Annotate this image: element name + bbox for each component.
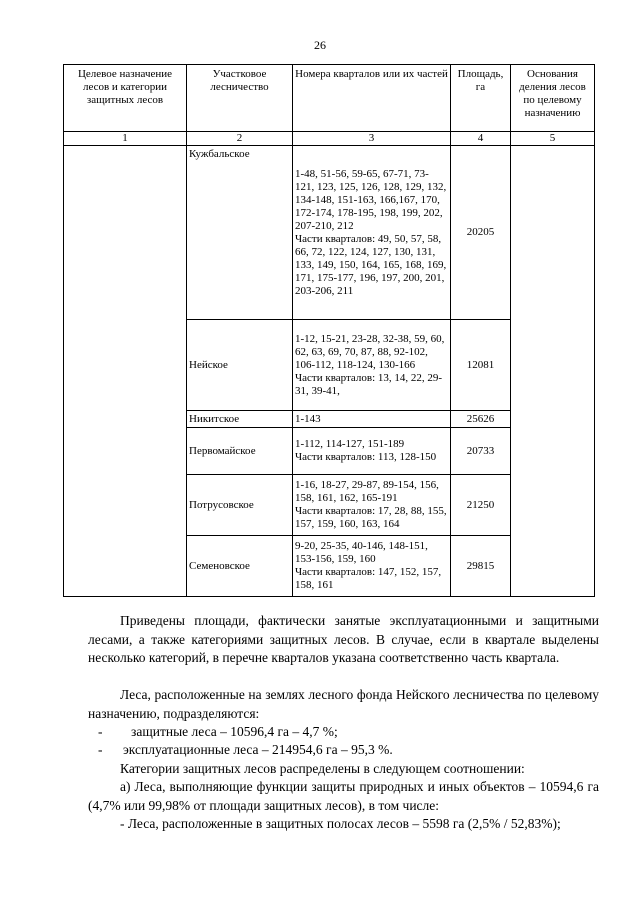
bullet-exploitation: эксплуатационные леса – 214954,6 га – 95,3 %. bbox=[123, 742, 393, 757]
paragraph-protective-strips: - Леса, расположенные в защитных полосах лесов – 5598 га (2,5% / 52,83%); bbox=[120, 816, 561, 831]
col-number: 2 bbox=[187, 132, 293, 146]
quarters-cell: 1-48, 51-56, 59-65, 67-71, 73-121, 123, 125, 126, 128, 129, 132, 134-148, 151-163, 166,167, 170, 172-174, 178-195, 198, 199, 202, 207-210, 212 Части кварталов: 49, 50, 57, 58, 66, 72, 122, 124, 127, 130, 131, 133, 149, 150, 164, 165, 168, 169, 171, 175-177, 196, 197, 200, 201, 203-206, 211 bbox=[293, 146, 451, 320]
district-name: Никитское bbox=[187, 411, 293, 428]
paragraph-categories: Категории защитных лесов распределены в следующем соотношении: bbox=[120, 761, 525, 776]
col-number: 4 bbox=[451, 132, 511, 146]
quarters-cell: 1-12, 15-21, 23-28, 32-38, 59, 60, 62, 63, 69, 70, 87, 88, 92-102, 106-112, 118-124, 130-166 Части кварталов: 13, 14, 22, 29-31, 39-41, bbox=[293, 320, 451, 411]
page-number: 26 bbox=[314, 38, 326, 52]
district-name: Нейское bbox=[187, 320, 293, 411]
basis-cell bbox=[511, 146, 595, 597]
quarters-cell: 1-16, 18-27, 29-87, 89-154, 156, 158, 161, 162, 165-191 Части кварталов: 17, 28, 88, 155, 157, 159, 160, 163, 164 bbox=[293, 475, 451, 536]
area-value: 21250 bbox=[451, 475, 511, 536]
area-value: 20733 bbox=[451, 428, 511, 475]
header-district: Участковое лесничество bbox=[187, 65, 293, 132]
col-number: 1 bbox=[64, 132, 187, 146]
district-name: Кужбальское bbox=[187, 146, 293, 320]
header-area: Площадь, га bbox=[451, 65, 511, 132]
area-value: 20205 bbox=[451, 146, 511, 320]
area-value: 29815 bbox=[451, 536, 511, 597]
header-basis: Основания деления лесов по целевому назначению bbox=[511, 65, 595, 132]
district-name: Семеновское bbox=[187, 536, 293, 597]
paragraph-purpose-intro: Леса, расположенные на землях лесного фонда Нейского лесничества по целевому назначению, подразделяются: bbox=[88, 687, 599, 721]
district-name: Потрусовское bbox=[187, 475, 293, 536]
area-value: 12081 bbox=[451, 320, 511, 411]
area-value: 25626 bbox=[451, 411, 511, 428]
purpose-cell bbox=[64, 146, 187, 597]
district-name: Первомайское bbox=[187, 428, 293, 475]
quarters-cell: 9-20, 25-35, 40-146, 148-151, 153-156, 159, 160 Части кварталов: 147, 152, 157, 158, 161 bbox=[293, 536, 451, 597]
bullet-marker: - bbox=[98, 724, 103, 739]
header-purpose: Целевое назначение лесов и категории защитных лесов bbox=[64, 65, 187, 132]
col-number: 3 bbox=[293, 132, 451, 146]
bullet-marker: - bbox=[98, 742, 103, 757]
col-number: 5 bbox=[511, 132, 595, 146]
paragraph-areas-note: Приведены площади, фактически занятые эксплуатационными и защитными лесами, а также категориями защитных лесов. В случае, если в квартале выделены несколько категорий, в перечне кварталов указана соответственно часть квартала. bbox=[88, 613, 599, 665]
bullet-protective: защитные леса – 10596,4 га – 4,7 %; bbox=[131, 724, 338, 739]
forest-purpose-table bbox=[63, 64, 595, 597]
header-quarters: Номера кварталов или их частей bbox=[293, 65, 451, 132]
quarters-cell: 1-112, 114-127, 151-189 Части кварталов: 113, 128-150 bbox=[293, 428, 451, 475]
quarters-cell: 1-143 bbox=[293, 411, 451, 428]
paragraph-category-a: а) Леса, выполняющие функции защиты природных и иных объектов – 10594,6 га (4,7% или 99,98% от площади защитных лесов), в том числе: bbox=[88, 779, 599, 813]
table-row bbox=[64, 146, 595, 320]
